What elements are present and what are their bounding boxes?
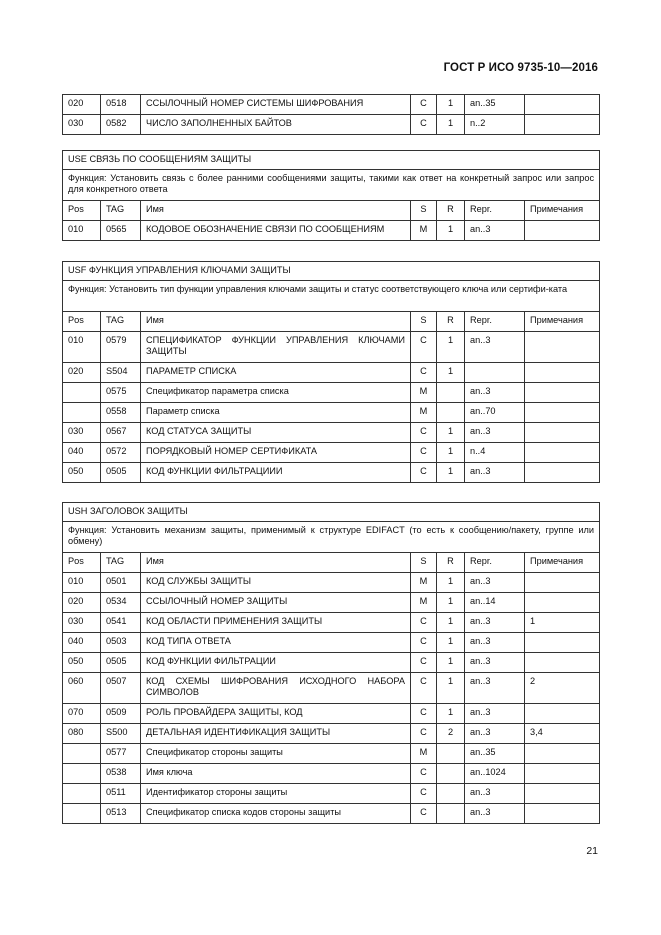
cell-r	[437, 784, 465, 804]
cell-tag: 0582	[101, 115, 141, 135]
col-repr: Repr.	[465, 553, 525, 573]
cell-pos: 040	[63, 443, 101, 463]
cell-notes	[525, 704, 600, 724]
cell-r: 1	[437, 221, 465, 241]
cell-tag: 0507	[101, 673, 141, 704]
cell-r: 1	[437, 363, 465, 383]
cell-s: M	[411, 573, 437, 593]
col-repr: Repr.	[465, 312, 525, 332]
cell-pos: 020	[63, 95, 101, 115]
cell-name: КОД ОБЛАСТИ ПРИМЕНЕНИЯ ЗАЩИТЫ	[141, 613, 411, 633]
cell-pos	[63, 764, 101, 784]
table-row	[63, 673, 600, 704]
cell-r	[437, 383, 465, 403]
cont-rows	[63, 95, 600, 135]
col-name: Имя	[141, 201, 411, 221]
segment-title: USF ФУНКЦИЯ УПРАВЛЕНИЯ КЛЮЧАМИ ЗАЩИТЫ	[63, 262, 600, 281]
cell-s: C	[411, 804, 437, 824]
cell-name: Спецификатор параметра списка	[141, 383, 411, 403]
col-name: Имя	[141, 553, 411, 573]
table-row	[63, 704, 600, 724]
cell-pos: 030	[63, 115, 101, 135]
cell-s: C	[411, 115, 437, 135]
col-r: R	[437, 201, 465, 221]
table-row	[63, 221, 600, 241]
cell-tag: 0509	[101, 704, 141, 724]
col-repr: Repr.	[465, 201, 525, 221]
cell-name: ЧИСЛО ЗАПОЛНЕННЫХ БАЙТОВ	[141, 115, 411, 135]
table-row	[63, 784, 600, 804]
cell-tag: 0518	[101, 95, 141, 115]
cell-r	[437, 804, 465, 824]
cell-s: C	[411, 423, 437, 443]
cell-notes: 3,4	[525, 724, 600, 744]
cell-notes	[525, 423, 600, 443]
cell-pos	[63, 403, 101, 423]
cell-s: C	[411, 784, 437, 804]
col-tag: TAG	[101, 553, 141, 573]
segment-table-ush	[62, 502, 600, 824]
cell-name: КОДОВОЕ ОБОЗНАЧЕНИЕ СВЯЗИ ПО СООБЩЕНИЯМ	[141, 221, 411, 241]
cell-pos: 020	[63, 593, 101, 613]
cell-s: C	[411, 673, 437, 704]
cell-pos: 040	[63, 633, 101, 653]
cell-repr: an..3	[465, 332, 525, 363]
cell-s: C	[411, 95, 437, 115]
cell-s: C	[411, 463, 437, 483]
cell-s: C	[411, 633, 437, 653]
col-notes: Примечания	[525, 312, 600, 332]
cell-tag: 0575	[101, 383, 141, 403]
table-row	[63, 764, 600, 784]
table-row	[63, 443, 600, 463]
table-row	[63, 332, 600, 363]
cell-repr: an..3	[465, 633, 525, 653]
segment-title: USH ЗАГОЛОВОК ЗАЩИТЫ	[63, 503, 600, 522]
cell-tag: 0579	[101, 332, 141, 363]
cell-tag: 0505	[101, 463, 141, 483]
table-row	[63, 653, 600, 673]
table-row	[63, 363, 600, 383]
cell-notes	[525, 403, 600, 423]
cell-tag: 0565	[101, 221, 141, 241]
cell-notes	[525, 95, 600, 115]
cell-tag: 0511	[101, 784, 141, 804]
cell-notes	[525, 744, 600, 764]
cell-notes	[525, 383, 600, 403]
segment-table-usf	[62, 261, 600, 483]
cell-name: ПАРАМЕТР СПИСКА	[141, 363, 411, 383]
cell-notes	[525, 332, 600, 363]
cell-name: СПЕЦИФИКАТОР ФУНКЦИИ УПРАВЛЕНИЯ КЛЮЧАМИ ЗАЩИТЫ	[141, 332, 411, 363]
cell-tag: 0534	[101, 593, 141, 613]
cell-name: Имя ключа	[141, 764, 411, 784]
cell-notes	[525, 463, 600, 483]
cell-notes	[525, 115, 600, 135]
cell-pos	[63, 383, 101, 403]
cell-r	[437, 744, 465, 764]
cell-repr: an..3	[465, 463, 525, 483]
cell-pos: 050	[63, 653, 101, 673]
cell-repr: an..1024	[465, 764, 525, 784]
usf-rows	[63, 332, 600, 483]
cell-tag: 0572	[101, 443, 141, 463]
cell-repr: an..3	[465, 724, 525, 744]
cell-tag: 0567	[101, 423, 141, 443]
cell-notes	[525, 221, 600, 241]
cell-r: 1	[437, 573, 465, 593]
cell-repr: an..3	[465, 383, 525, 403]
cell-name: Идентификатор стороны защиты	[141, 784, 411, 804]
cell-tag: 0558	[101, 403, 141, 423]
cell-r: 1	[437, 463, 465, 483]
cell-tag: 0538	[101, 764, 141, 784]
col-notes: Примечания	[525, 201, 600, 221]
segment-function: Функция: Установить тип функции управления ключами защиты и статус соответствующего ключа или сертифи-ката	[63, 281, 600, 312]
cell-notes	[525, 653, 600, 673]
cell-notes	[525, 573, 600, 593]
segment-table-continued	[62, 94, 600, 135]
cell-name: КОД СХЕМЫ ШИФРОВАНИЯ ИСХОДНОГО НАБОРА СИМВОЛОВ	[141, 673, 411, 704]
cell-s: M	[411, 383, 437, 403]
cell-pos: 030	[63, 613, 101, 633]
cell-s: C	[411, 653, 437, 673]
cell-r: 1	[437, 95, 465, 115]
cell-r: 2	[437, 724, 465, 744]
segment-function: Функция: Установить связь с более ранними сообщениями защиты, такими как ответ на конкретный запрос или запрос для конкретного ответа	[63, 170, 600, 201]
cell-repr: an..3	[465, 784, 525, 804]
cell-repr: an..3	[465, 804, 525, 824]
cell-notes	[525, 593, 600, 613]
cell-notes	[525, 784, 600, 804]
cell-pos	[63, 804, 101, 824]
col-s: S	[411, 553, 437, 573]
cell-pos: 010	[63, 573, 101, 593]
cell-r: 1	[437, 673, 465, 704]
col-r: R	[437, 312, 465, 332]
table-row	[63, 593, 600, 613]
col-pos: Pos	[63, 312, 101, 332]
cell-r: 1	[437, 633, 465, 653]
cell-repr: an..3	[465, 653, 525, 673]
col-pos: Pos	[63, 201, 101, 221]
table-row	[63, 573, 600, 593]
cell-notes: 2	[525, 673, 600, 704]
cell-tag: 0505	[101, 653, 141, 673]
cell-s: C	[411, 443, 437, 463]
cell-pos: 080	[63, 724, 101, 744]
cell-r: 1	[437, 115, 465, 135]
col-notes: Примечания	[525, 553, 600, 573]
table-row	[63, 633, 600, 653]
cell-repr: an..35	[465, 95, 525, 115]
table-row	[63, 804, 600, 824]
cell-notes: 1	[525, 613, 600, 633]
segment-title: USE СВЯЗЬ ПО СООБЩЕНИЯМ ЗАЩИТЫ	[63, 151, 600, 170]
cell-r	[437, 403, 465, 423]
segment-table-use	[62, 150, 600, 241]
cell-repr: an..3	[465, 221, 525, 241]
col-tag: TAG	[101, 312, 141, 332]
cell-name: ДЕТАЛЬНАЯ ИДЕНТИФИКАЦИЯ ЗАЩИТЫ	[141, 724, 411, 744]
cell-name: ПОРЯДКОВЫЙ НОМЕР СЕРТИФИКАТА	[141, 443, 411, 463]
cell-name: ССЫЛОЧНЫЙ НОМЕР ЗАЩИТЫ	[141, 593, 411, 613]
cell-tag: 0541	[101, 613, 141, 633]
cell-s: C	[411, 704, 437, 724]
cell-tag: S500	[101, 724, 141, 744]
cell-pos: 030	[63, 423, 101, 443]
cell-tag: 0501	[101, 573, 141, 593]
cell-s: M	[411, 221, 437, 241]
cell-repr: n..4	[465, 443, 525, 463]
cell-name: КОД ФУНКЦИИ ФИЛЬТРАЦИИИ	[141, 463, 411, 483]
cell-pos: 020	[63, 363, 101, 383]
col-s: S	[411, 201, 437, 221]
cell-notes	[525, 443, 600, 463]
cell-name: Спецификатор списка кодов стороны защиты	[141, 804, 411, 824]
cell-repr: an..14	[465, 593, 525, 613]
col-r: R	[437, 553, 465, 573]
cell-pos: 070	[63, 704, 101, 724]
cell-s: C	[411, 724, 437, 744]
col-name: Имя	[141, 312, 411, 332]
cell-tag: 0577	[101, 744, 141, 764]
standard-header: ГОСТ Р ИСО 9735-10—2016	[443, 62, 598, 74]
cell-notes	[525, 633, 600, 653]
cell-tag: 0513	[101, 804, 141, 824]
column-header-row	[63, 201, 600, 221]
cell-s: C	[411, 613, 437, 633]
table-row	[63, 383, 600, 403]
cell-repr: an..3	[465, 573, 525, 593]
cell-name: Спецификатор стороны защиты	[141, 744, 411, 764]
cell-name: КОД СЛУЖБЫ ЗАЩИТЫ	[141, 573, 411, 593]
table-row	[63, 95, 600, 115]
cell-name: КОД СТАТУСА ЗАЩИТЫ	[141, 423, 411, 443]
cell-r	[437, 764, 465, 784]
cell-name: РОЛЬ ПРОВАЙДЕРА ЗАЩИТЫ, КОД	[141, 704, 411, 724]
cell-s: M	[411, 744, 437, 764]
cell-r: 1	[437, 332, 465, 363]
cell-pos	[63, 744, 101, 764]
table-row	[63, 423, 600, 443]
cell-s: M	[411, 403, 437, 423]
cell-r: 1	[437, 704, 465, 724]
cell-r: 1	[437, 443, 465, 463]
cell-r: 1	[437, 613, 465, 633]
cell-pos: 050	[63, 463, 101, 483]
col-tag: TAG	[101, 201, 141, 221]
cell-s: M	[411, 593, 437, 613]
cell-repr: an..3	[465, 613, 525, 633]
cell-notes	[525, 764, 600, 784]
cell-s: C	[411, 332, 437, 363]
cell-name: Параметр списка	[141, 403, 411, 423]
column-header-row	[63, 553, 600, 573]
use-rows	[63, 221, 600, 241]
cell-repr	[465, 363, 525, 383]
table-row	[63, 613, 600, 633]
column-header-row	[63, 312, 600, 332]
cell-repr: n..2	[465, 115, 525, 135]
segment-function: Функция: Установить механизм защиты, применимый к структуре EDIFACT (то есть к сообщению/пакету, группе или обмену)	[63, 522, 600, 553]
cell-r: 1	[437, 423, 465, 443]
cell-notes	[525, 804, 600, 824]
table-row	[63, 724, 600, 744]
col-pos: Pos	[63, 553, 101, 573]
cell-name: ССЫЛОЧНЫЙ НОМЕР СИСТЕМЫ ШИФРОВАНИЯ	[141, 95, 411, 115]
cell-tag: S504	[101, 363, 141, 383]
cell-pos	[63, 784, 101, 804]
cell-repr: an..70	[465, 403, 525, 423]
col-s: S	[411, 312, 437, 332]
cell-s: C	[411, 363, 437, 383]
cell-repr: an..3	[465, 704, 525, 724]
ush-rows	[63, 573, 600, 824]
cell-repr: an..3	[465, 423, 525, 443]
table-row	[63, 115, 600, 135]
cell-s: C	[411, 764, 437, 784]
page-number: 21	[586, 845, 598, 857]
cell-name: КОД ТИПА ОТВЕТА	[141, 633, 411, 653]
table-row	[63, 744, 600, 764]
cell-pos: 010	[63, 221, 101, 241]
cell-notes	[525, 363, 600, 383]
cell-tag: 0503	[101, 633, 141, 653]
cell-pos: 010	[63, 332, 101, 363]
cell-repr: an..3	[465, 673, 525, 704]
table-row	[63, 403, 600, 423]
cell-r: 1	[437, 653, 465, 673]
cell-r: 1	[437, 593, 465, 613]
cell-repr: an..35	[465, 744, 525, 764]
cell-pos: 060	[63, 673, 101, 704]
table-row	[63, 463, 600, 483]
cell-name: КОД ФУНКЦИИ ФИЛЬТРАЦИИ	[141, 653, 411, 673]
